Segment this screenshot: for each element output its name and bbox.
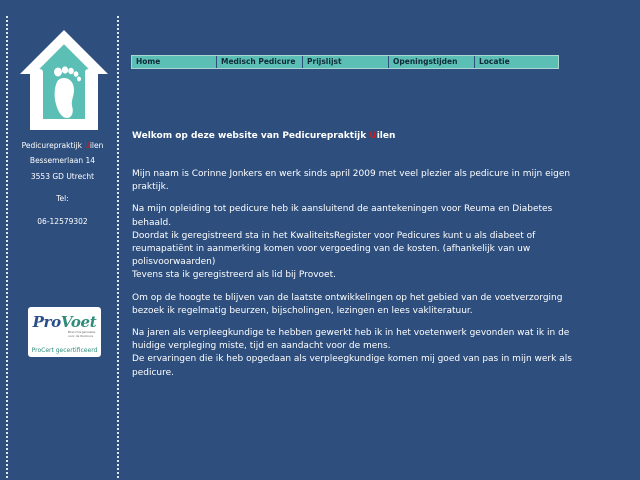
provoet-logo: ProVoet [32, 313, 97, 331]
education-paragraph: Om op de hoogte te blijven van de laatste ontwikkelingen op het gebied van de voetverzorging bezoek ik regelmatig beurzen, bijscholingen, lezingen en lees vakliteratuur. [132, 292, 563, 316]
verpleeg-text: Na jaren als verpleegkundige te hebben gewerkt heb ik in het voetenwerk gevonden wat ik in de huidige verpleging miste, tijd en aandacht voor de mens. [132, 328, 570, 352]
nav-home[interactable]: Home [132, 56, 217, 68]
city-address: 3553 GD Utrecht [30, 172, 95, 181]
phone-number: 06-12579302 [37, 217, 88, 226]
house-foot-icon [14, 26, 114, 134]
street-address: Bessemerlaan 14 [29, 156, 96, 165]
procert-label: ProCert gecertificeerd [31, 347, 98, 354]
phone-label: Tel: [56, 194, 69, 203]
registration-paragraph [132, 203, 594, 282]
business-name: Pedicurepraktijk Uilen [21, 141, 104, 150]
register-text: Doordat ik geregistreerd sta in het KwaliteitsRegister voor Pedicures kunt u als diabeet of reumapatiënt in aanmerking komen voor vergoeding van de kosten. (afhankelijk van uw polisvoorwaarden) [132, 230, 536, 268]
nav-medisch-pedicure[interactable]: Medisch Pedicure [217, 56, 303, 68]
sidebar [6, 16, 119, 478]
intro-paragraph: Mijn naam is Corinne Jonkers en werk sinds april 2009 met veel plezier als pedicure in mijn eigen praktijk. [132, 169, 571, 193]
nav-prijslijst[interactable]: Prijslijst [303, 56, 389, 68]
nav-openingstijden[interactable]: Openingstijden [389, 56, 475, 68]
main-nav [131, 55, 559, 69]
provoet-text: Tevens sta ik geregistreerd als lid bij Provoet. [132, 270, 336, 281]
opleiding-text: Na mijn opleiding tot pedicure heb ik aansluitend de aantekeningen voor Reuma en Diabetes behaald. [132, 204, 553, 228]
provoet-badge[interactable] [28, 307, 101, 357]
nav-locatie[interactable]: Locatie [479, 57, 510, 66]
page-title: Welkom op deze website van Pedicurepraktijk Uilen [132, 131, 396, 141]
provoet-tagline: Branchorganisatie voor de Pedicure [68, 330, 96, 338]
ervaring-text: De ervaringen die ik heb opgedaan als verpleegkundige komen mij goed van pas in mijn werk als pedicure. [132, 354, 572, 378]
main-content [132, 130, 594, 389]
experience-paragraph [132, 327, 594, 380]
